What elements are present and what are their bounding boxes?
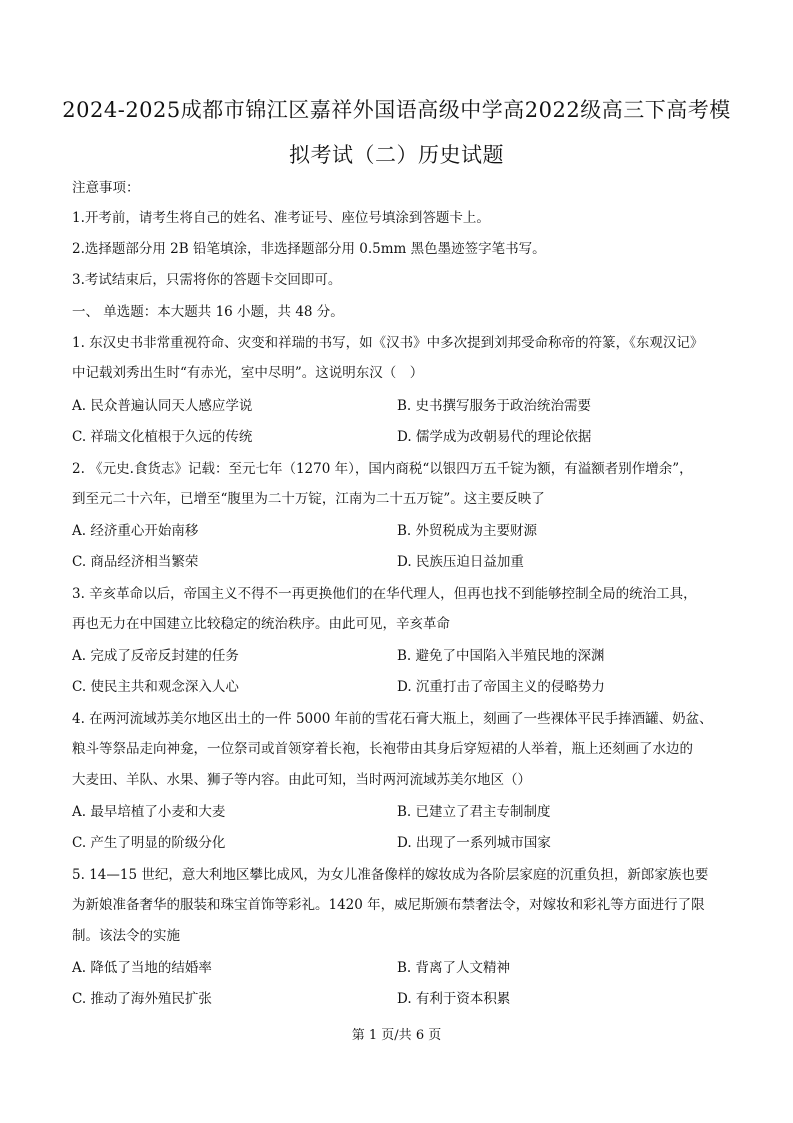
- question-3-option-d: D. 沉重打击了帝国主义的侵略势力: [397, 679, 605, 695]
- question-1-option-c: C. 祥瑞文化植根于久远的传统: [72, 429, 253, 445]
- question-3-option-b: B. 避免了中国陷入半殖民地的深渊: [397, 648, 605, 664]
- question-4-option-d: D. 出现了一系列城市国家: [397, 835, 551, 851]
- question-2-option-a: A. 经济重心开始南移: [72, 523, 199, 539]
- exam-title-line1: 2024-2025成都市锦江区嘉祥外国语高级中学高2022级高三下高考模: [62, 98, 731, 122]
- question-1-option-b: B. 史书撰写服务于政治统治需要: [397, 398, 592, 414]
- exam-title-line2: 拟考试（二）历史试题: [289, 143, 504, 167]
- question-5-option-a: A. 降低了当地的结婚率: [72, 960, 212, 976]
- question-2-option-d: D. 民族压迫日益加重: [397, 554, 524, 570]
- question-2-stem-line: 到至元二十六年，已增至“腹里为二十万锭，江南为二十五万锭”。这主要反映了: [72, 491, 545, 507]
- notice-heading: 注意事项：: [72, 180, 140, 196]
- question-4-stem-line: 大麦田、羊队、水果、狮子等内容。由此可知，当时两河流域苏美尔地区（）: [72, 772, 531, 788]
- question-3-stem-line: 3. 辛亥革命以后，帝国主义不得不一再更换他们的在华代理人，但再也找不到能够控制全局的统治工具，: [72, 586, 697, 602]
- question-4-option-c: C. 产生了明显的阶级分化: [72, 835, 226, 851]
- question-2-option-c: C. 商品经济相当繁荣: [72, 554, 199, 570]
- question-4-option-a: A. 最早培植了小麦和大麦: [72, 804, 226, 820]
- question-4-stem-line: 4. 在两河流域苏美尔地区出土的一件 5000 年前的雪花石膏大瓶上，刻画了一些裸体平民手捧酒罐、奶盆、: [72, 711, 713, 727]
- notice-item: 3.考试结束后，只需将你的答题卡交回即可。: [72, 272, 342, 288]
- question-5-option-b: B. 背离了人文精神: [397, 960, 511, 976]
- question-3-option-c: C. 使民主共和观念深入人心: [72, 679, 239, 695]
- question-5-option-d: D. 有利于资本积累: [397, 991, 511, 1007]
- section-heading: 一、 单选题：本大题共 16 小题，共 48 分。: [72, 304, 344, 320]
- page-number: 第 1 页/共 6 页: [351, 1028, 442, 1043]
- notice-item: 1.开考前，请考生将自己的姓名、准考证号、座位号填涂到答题卡上。: [72, 210, 490, 226]
- question-1-option-a: A. 民众普遍认同天人感应学说: [72, 398, 253, 414]
- question-5-stem-line: 5. 14—15 世纪，意大利地区攀比成风，为女儿准备像样的嫁妆成为各阶层家庭的沉重负担，新郎家族也要: [72, 867, 709, 883]
- question-1-option-d: D. 儒学成为改朝易代的理论依据: [397, 429, 592, 445]
- notice-item: 2.选择题部分用 2B 铅笔填涂，非选择题部分用 0.5mm 黑色墨迹签字笔书写。: [72, 241, 546, 257]
- question-4-stem-line: 粮斗等祭品走向神龛，一位祭司或首领穿着长袍，长袍带由其身后穿短裙的人举着，瓶上还刻画了水边的: [72, 741, 693, 757]
- question-5-stem-line: 制。该法令的实施: [72, 928, 180, 944]
- question-1-stem-line: 1. 东汉史书非常重视符命、灾变和祥瑞的书写，如《汉书》中多次提到刘邦受命称帝的符篆，《东观汉记》: [72, 335, 704, 351]
- question-1-stem-line: 中记载刘秀出生时“有赤光，室中尽明”。这说明东汉（ ）: [72, 365, 424, 381]
- question-3-option-a: A. 完成了反帝反封建的任务: [72, 648, 239, 664]
- question-4-option-b: B. 已建立了君主专制制度: [397, 804, 551, 820]
- question-5-stem-line: 为新娘准备奢华的服装和珠宝首饰等彩礼。1420 年，威尼斯颁布禁奢法令，对嫁妆和彩礼等方面进行了限: [72, 897, 705, 913]
- question-2-option-b: B. 外贸税成为主要财源: [397, 523, 538, 539]
- question-5-option-c: C. 推动了海外殖民扩张: [72, 991, 212, 1007]
- question-3-stem-line: 再也无力在中国建立比较稳定的统治秩序。由此可见，辛亥革命: [72, 616, 450, 632]
- question-2-stem-line: 2. 《元史.食货志》记载：至元七年（1270 年），国内商税“以银四万五千锭为额，有溢额者别作增余”，: [72, 461, 693, 477]
